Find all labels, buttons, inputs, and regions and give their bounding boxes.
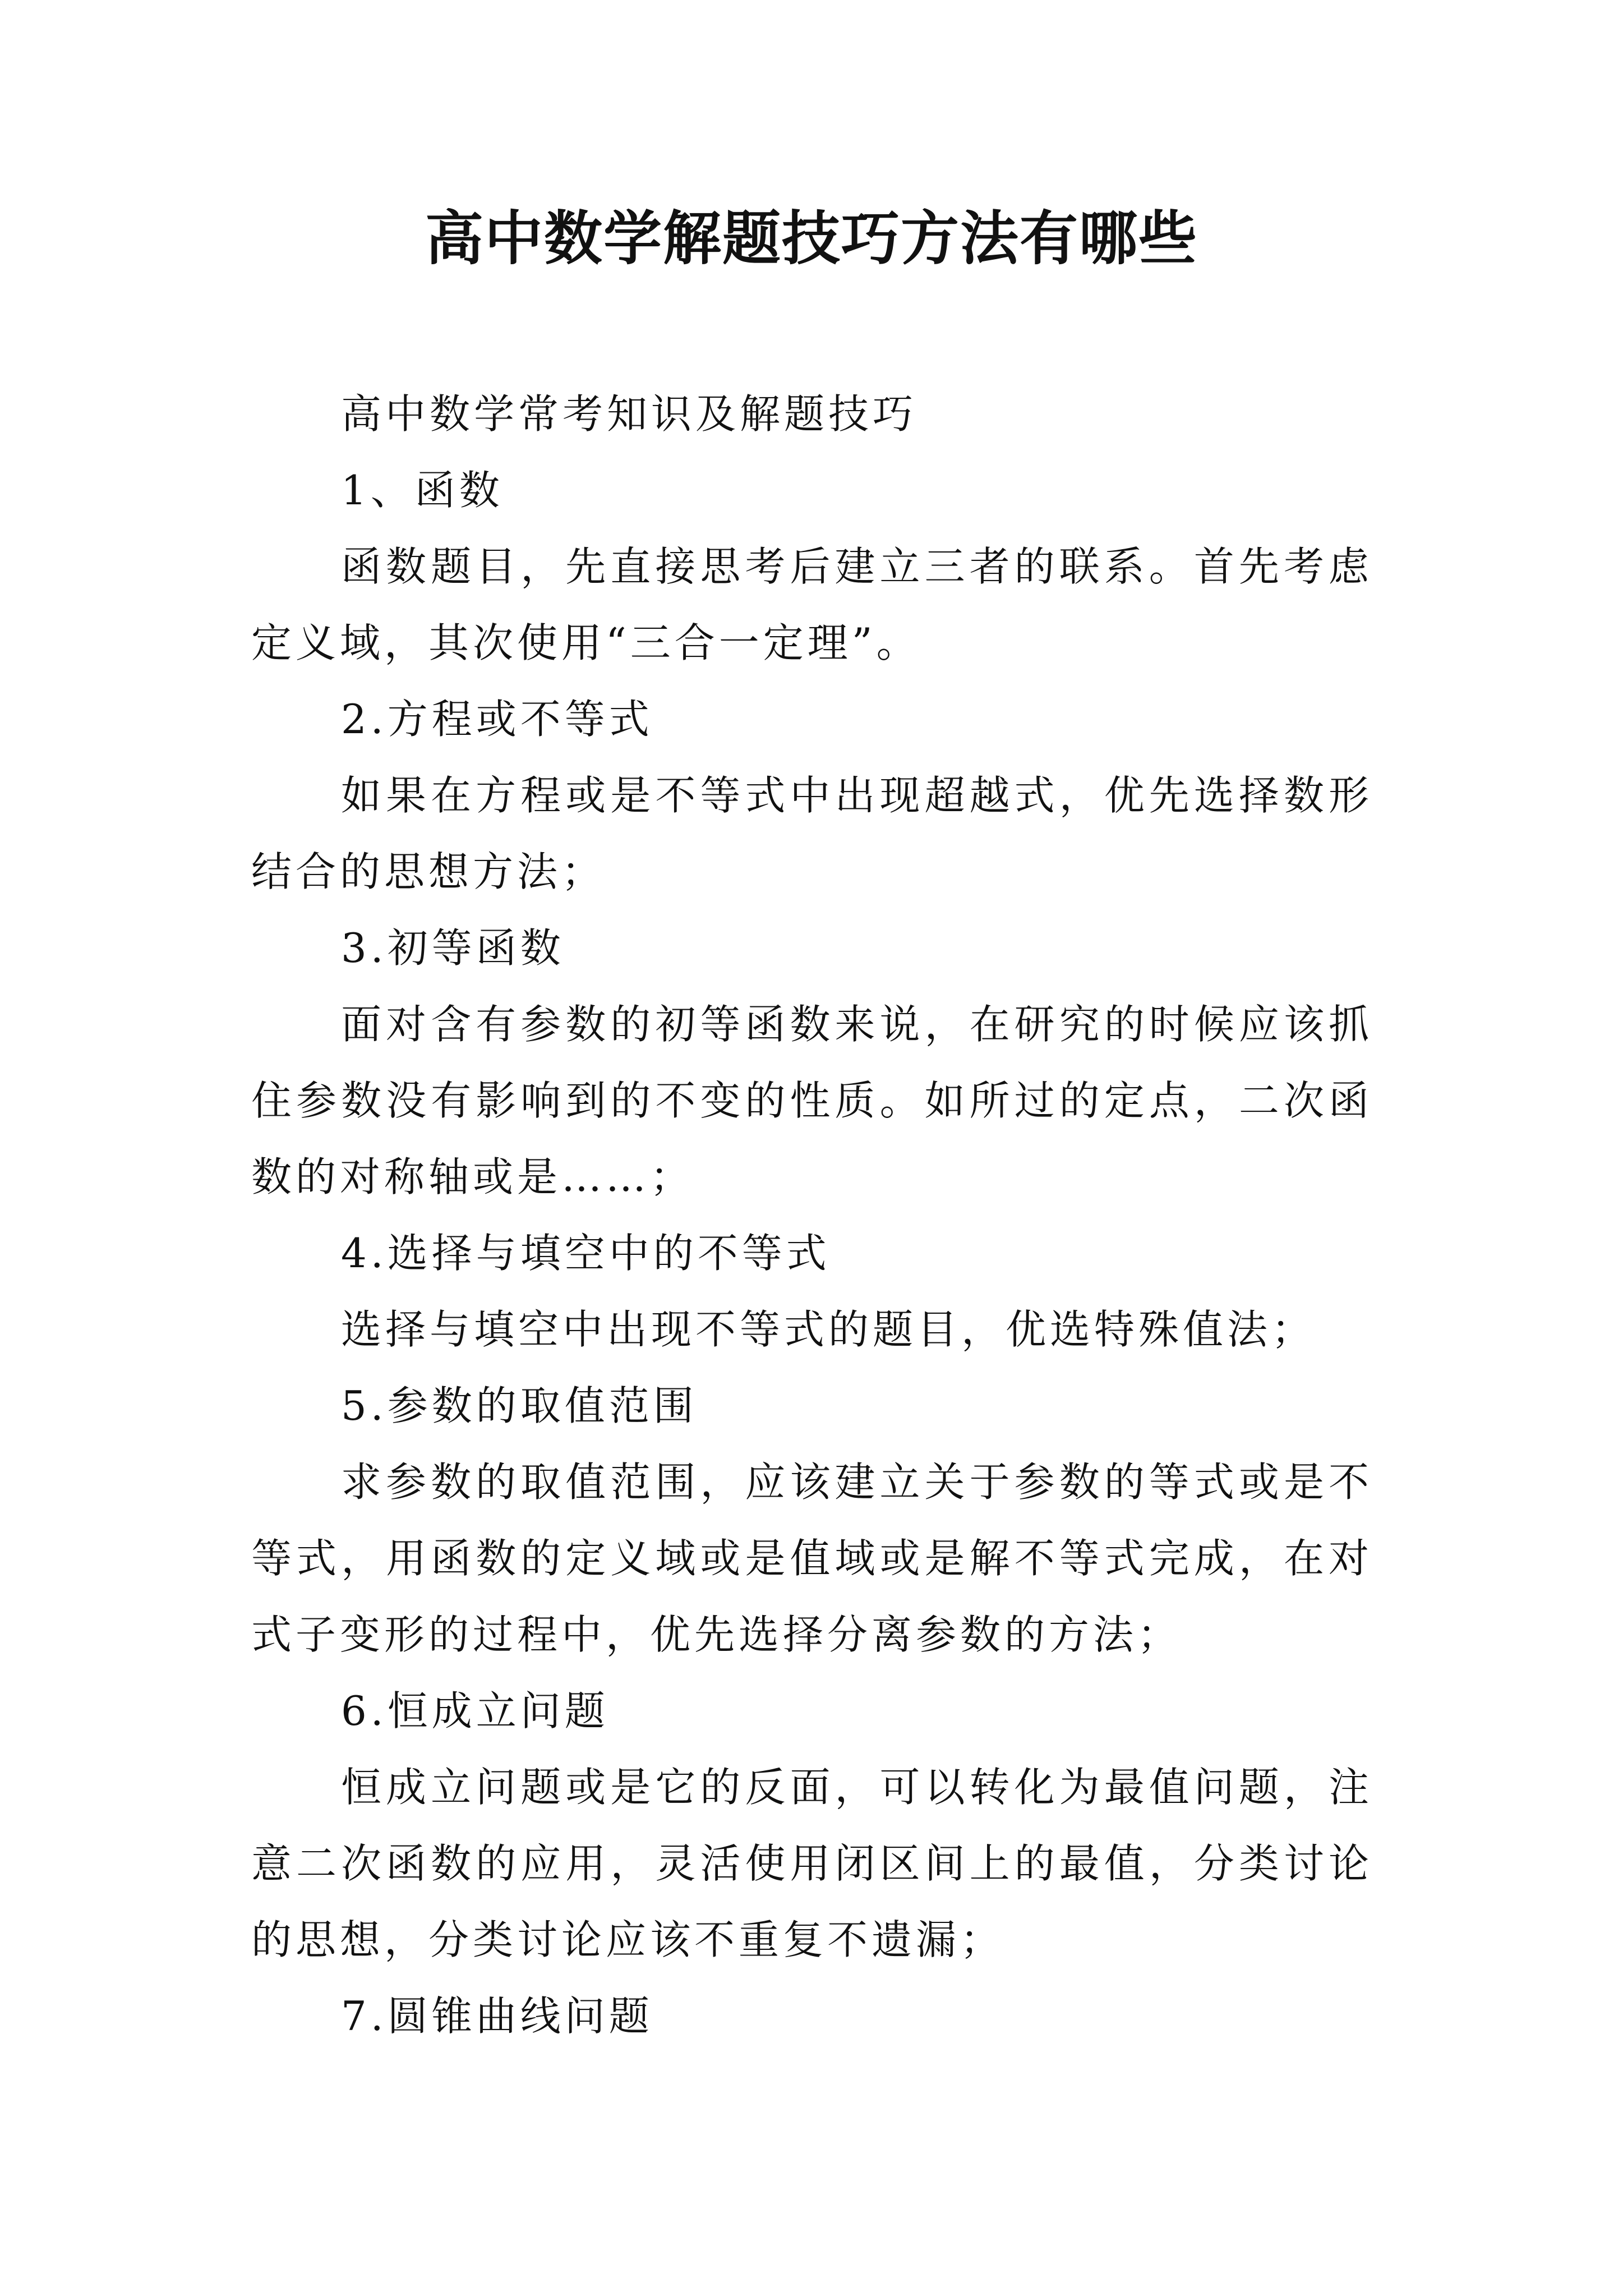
paragraph-always-true: 恒成立问题或是它的反面，可以转化为最值问题，注意二次函数的应用，灵活使用闭区间上的最值，分类讨论的思想，分类讨论应该不重复不遗漏；: [251, 1764, 1373, 1963]
paragraph-elementary-functions: 面对含有参数的初等函数来说，在研究的时候应该抓住参数没有影响到的不变的性质。如所过的定点，二次函数的对称轴或是……；: [251, 1001, 1373, 1200]
section-heading: 高中数学常考知识及解题技巧: [341, 390, 917, 438]
item-heading-equations: 2.方程或不等式: [341, 696, 653, 743]
paragraph-functions: 函数题目，先直接思考后建立三者的联系。首先考虑定义域，其次使用“三合一定理”。: [251, 543, 1373, 666]
item-heading-conic-sections: 7.圆锥曲线问题: [341, 1993, 653, 2040]
item-heading-functions: 1、函数: [341, 467, 504, 514]
document-title: 高中数学解题技巧方法有哪些: [425, 204, 1198, 273]
paragraph-inequalities: 选择与填空中出现不等式的题目，优选特殊值法；: [341, 1306, 1316, 1353]
item-heading-parameter-range: 5.参数的取值范围: [341, 1382, 698, 1429]
item-heading-always-true: 6.恒成立问题: [341, 1687, 609, 1734]
item-heading-elementary-functions: 3.初等函数: [341, 924, 565, 972]
item-heading-inequalities: 4.选择与填空中的不等式: [341, 1230, 831, 1277]
paragraph-parameter-range: 求参数的取值范围，应该建立关于参数的等式或是不等式，用函数的定义域或是值域或是解不等式完成，在对式子变形的过程中，优先选择分离参数的方法；: [251, 1458, 1373, 1658]
paragraph-equations: 如果在方程或是不等式中出现超越式，优先选择数形结合的思想方法；: [251, 772, 1373, 895]
document-body: [251, 376, 1373, 2054]
